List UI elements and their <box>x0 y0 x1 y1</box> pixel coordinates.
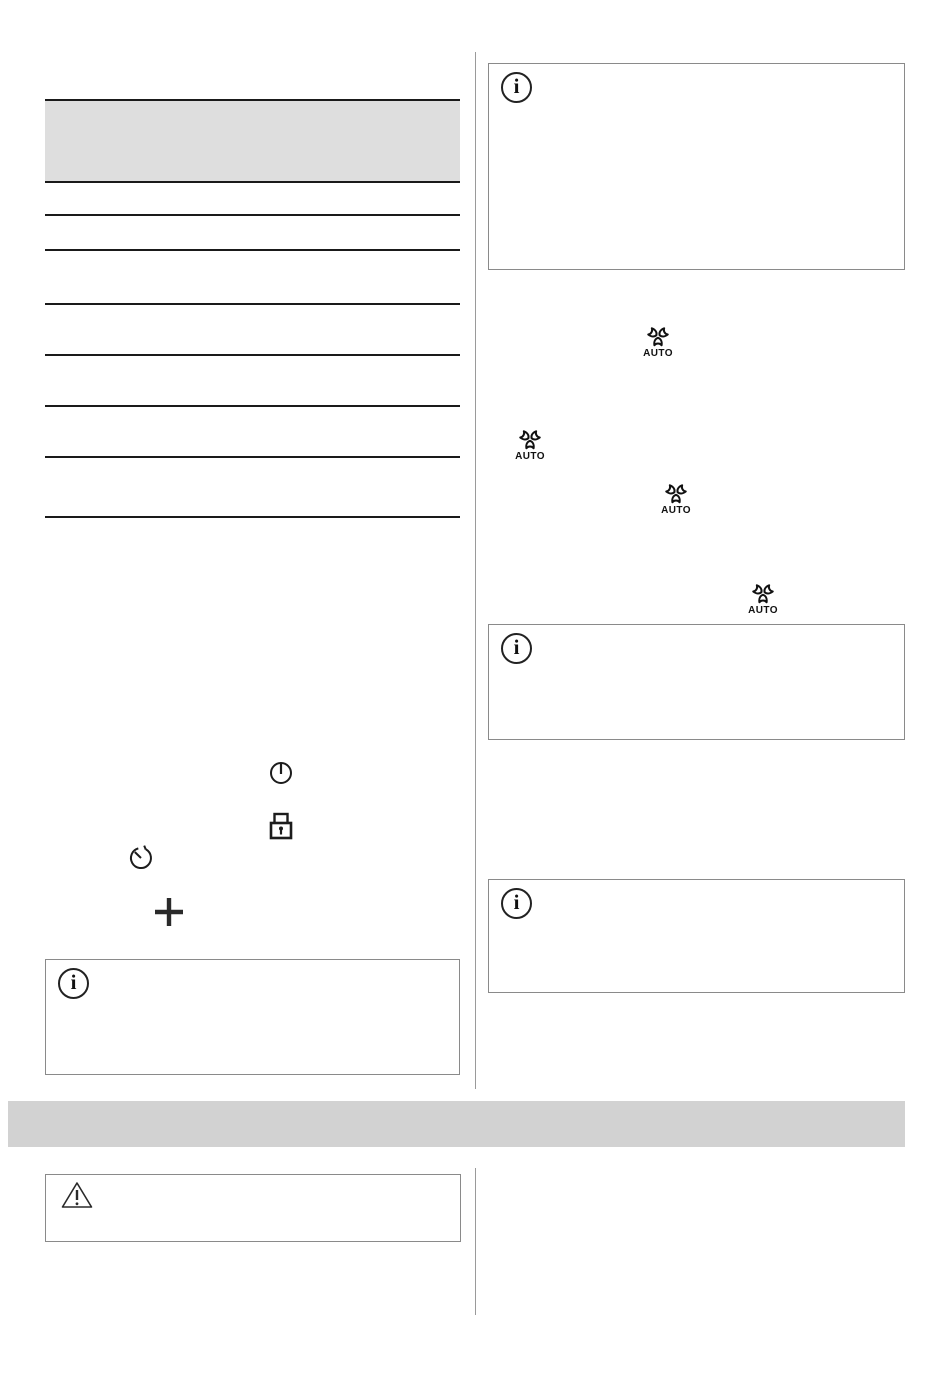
fan-blades-icon <box>518 428 542 450</box>
table-row-rule <box>45 354 460 356</box>
fan-auto-icon-2 <box>506 428 554 462</box>
fan-auto-icon-4 <box>739 582 787 616</box>
fan-auto-label: AUTO <box>748 605 778 616</box>
info-icon <box>58 968 89 999</box>
warning-triangle-icon <box>60 1180 94 1210</box>
fan-auto-label: AUTO <box>515 451 545 462</box>
table-row-rule <box>45 214 460 216</box>
fan-auto-icon-1 <box>634 325 682 359</box>
fan-blades-icon <box>664 482 688 504</box>
lock-icon <box>266 811 296 841</box>
info-icon <box>501 72 532 103</box>
table-row-rule <box>45 303 460 305</box>
warning-note <box>45 1174 461 1242</box>
timer-icon <box>127 843 155 871</box>
info-symbol: i <box>70 970 77 994</box>
table-header-bottom-rule <box>45 181 460 183</box>
info-symbol: i <box>513 74 520 98</box>
info-note-left <box>45 959 460 1075</box>
fan-auto-label: AUTO <box>661 505 691 516</box>
info-icon <box>501 633 532 664</box>
info-symbol: i <box>513 635 520 659</box>
info-icon <box>501 888 532 919</box>
plus-icon <box>153 896 185 928</box>
fan-blades-icon <box>751 582 775 604</box>
info-note-right-top <box>488 63 905 270</box>
column-divider-top <box>475 52 476 1089</box>
info-note-right-middle <box>488 624 905 740</box>
info-note-right-bottom <box>488 879 905 993</box>
section-heading-banner <box>8 1101 905 1147</box>
fan-blades-icon <box>646 325 670 347</box>
table-header-band <box>45 101 460 181</box>
table-row-rule <box>45 516 460 518</box>
table-row-rule <box>45 249 460 251</box>
table-row-rule <box>45 405 460 407</box>
power-icon <box>267 758 295 786</box>
fan-auto-icon-3 <box>652 482 700 516</box>
fan-auto-label: AUTO <box>643 348 673 359</box>
info-symbol: i <box>513 890 520 914</box>
column-divider-bottom <box>475 1168 476 1315</box>
table-row-rule <box>45 456 460 458</box>
